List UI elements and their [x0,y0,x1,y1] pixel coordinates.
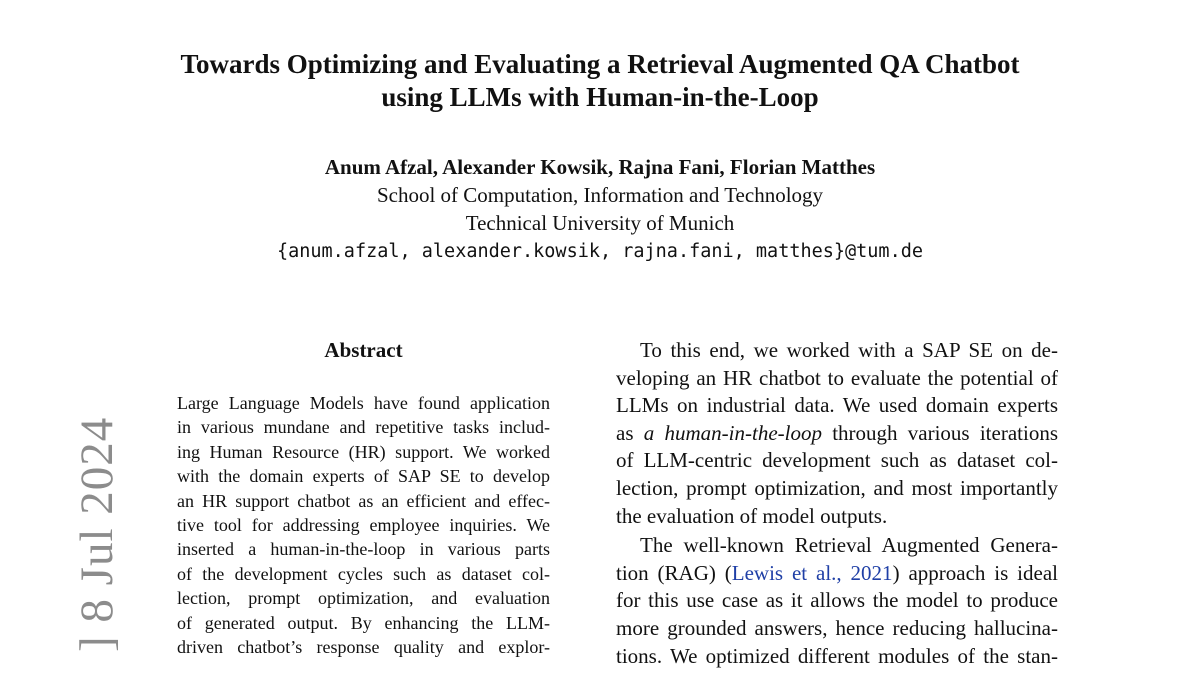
introduction-column [616,337,1058,670]
intro-paragraph-2 [616,532,1058,670]
abstract-line: an HR support chatbot as an efficient and effec- [177,490,550,511]
body-line: LLMs on industrial data. We used domain experts [616,393,1058,418]
title-line-1: Towards Optimizing and Evaluating a Retrieval Augmented QA Chatbot [180,49,1020,79]
author-emails: {anum.afzal, alexander.kowsik, rajna.fani, matthes}@tum.de [276,241,923,262]
emphasis-text: a human-in-the-loop [643,420,822,445]
affiliation-university: Technical University of Munich [465,211,735,235]
abstract-line: ing Human Resource (HR) support. We worked [177,441,550,462]
title-line-2: using LLMs with Human-in-the-Loop [381,82,819,112]
affiliation-school: School of Computation, Information and Technology [376,183,824,207]
body-line: lection, prompt optimization, and most importantly [616,475,1058,500]
abstract-line: in various mundane and repetitive tasks includ- [177,417,550,438]
abstract-line: with the domain experts of SAP SE to develop [177,466,550,487]
body-text: ) approach is ideal [892,560,1058,585]
body-line: The well-known Retrieval Augmented Genera- [640,533,1058,558]
abstract-line: tive tool for addressing employee inquiries. We [177,515,550,536]
abstract-line: lection, prompt optimization, and evaluation [177,588,550,609]
body-line: for this use case as it allows the model to produce [616,588,1058,613]
body-line: of LLM-centric development such as dataset col- [616,448,1058,473]
body-line: veloping an HR chatbot to evaluate the potential of [616,365,1058,390]
abstract-body [177,391,550,659]
body-line: more grounded answers, hence reducing hallucina- [616,615,1058,640]
intro-paragraph-1 [616,337,1058,530]
body-line: tions. We optimized different modules of the stan- [616,643,1058,668]
abstract-line: driven chatbot’s response quality and explor- [177,637,550,658]
abstract-line: Large Language Models have found application [177,393,550,413]
abstract-line: of the development cycles such as dataset col- [177,563,550,584]
body-line: the evaluation of model outputs. [616,503,888,528]
arxiv-stamp-text: ] 8 Jul 2024 [71,416,123,652]
abstract-heading: Abstract [324,338,403,362]
body-line [616,560,1058,588]
body-line [616,420,1058,448]
body-text: through various iterations [821,420,1058,445]
body-text: tion (RAG) ( [616,560,732,585]
body-line: To this end, we worked with a SAP SE on de- [640,338,1058,362]
arxiv-date-stamp [26,416,123,678]
author-list: Anum Afzal, Alexander Kowsik, Rajna Fani, Florian Matthes [324,155,876,179]
abstract-line: inserted a human-in-the-loop in various parts [177,539,550,560]
abstract-line: of generated output. By enhancing the LLM- [177,612,550,633]
paper-title [100,48,1100,114]
citation-link[interactable]: Lewis et al., 2021 [731,560,893,585]
body-text: as [616,420,644,445]
